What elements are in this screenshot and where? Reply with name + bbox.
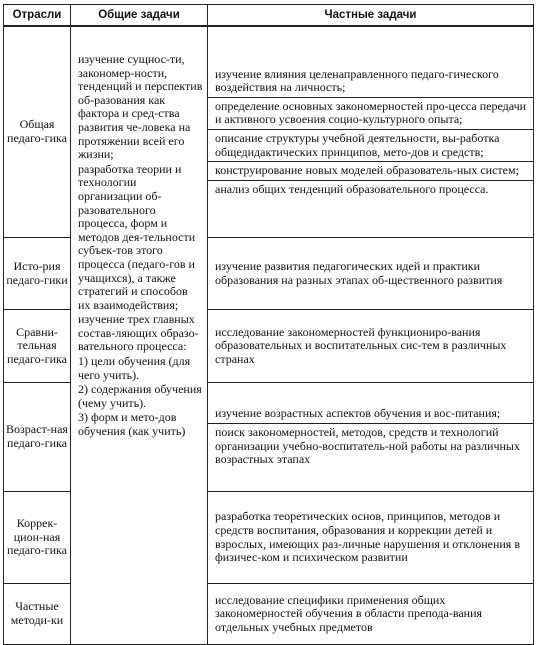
task-divider	[208, 97, 533, 98]
task-divider	[208, 161, 533, 162]
private-task: исследование специфики применения общих закономерностей обучения в области препода-вания отдельных учебных предметов	[215, 592, 483, 634]
private-task: конструирование новых моделей образователь-ных систем;	[215, 163, 519, 178]
private-tasks-cell	[208, 238, 534, 310]
private-task: описание структуры учебной деятельности, вы-работка общедидактических принципов, мето-дов и средств;	[215, 131, 500, 159]
task-divider	[208, 129, 533, 130]
branch-cell: Исто-рия педаго-гики	[4, 238, 71, 310]
general-task: 3) форм и мето-дов обучения (как учить)	[78, 410, 186, 439]
branch-cell: Общая педаго-гика	[4, 26, 71, 238]
private-task: поиск закономерностей, методов, средств и технологий организации учебно-воспитатель-ной работы на различных возрастных этапах	[215, 424, 520, 467]
private-task: анализ общих тенденций образовательного процесса.	[215, 181, 489, 196]
general-task: изучение сущнос-ти, закономер-ности, тенденций и перспектив об-разования как фактора и сред-ства развития че-ловека на протяжении всей его жизни;	[78, 52, 203, 162]
branch-cell: Коррек-цион-ная педаго-гика	[4, 492, 71, 584]
branch-cell: Возраст-ная педаго-гика	[4, 383, 71, 492]
private-tasks-cell	[208, 383, 534, 492]
general-task: разработка теории и технологии организации об-разовательного процесса, форм и методов дея-тельности субъек-тов этого процесса (педаго-гов и учащихся), а также стратегий и способов их взаимодействия;	[78, 161, 196, 312]
table-row	[4, 26, 534, 238]
private-task: изучение влияния целенаправленного педаго-гического воздействия на личность;	[215, 66, 499, 95]
private-task: изучение развития педагогических идей и практики образования на разных этапах об-щественного развития	[215, 258, 503, 287]
header-branches: Отрасли	[4, 5, 71, 27]
header-general-tasks: Общие задачи	[71, 5, 208, 27]
branch-cell: Частные методи-ки	[4, 584, 71, 645]
private-task: разработка теоретических основ, принципов, методов и средств воспитания, образования и коррекции детей и взрослых, имеющих раз-личные нарушения и отклонения в физичес-ком и психическом развитии	[215, 509, 520, 565]
task-divider	[208, 180, 533, 181]
general-tasks-cell	[71, 26, 208, 645]
private-tasks-cell	[208, 492, 534, 584]
general-task: 2) содержания обучения (чему учить).	[78, 382, 202, 410]
task-divider	[208, 423, 533, 424]
private-tasks-cell	[208, 26, 534, 238]
private-task: изучение возрастных аспектов обучения и вос-питания;	[215, 406, 501, 421]
general-task: 1) цели обучения (для чего учить).	[78, 354, 191, 382]
table-header-row	[4, 5, 534, 27]
private-task: исследование закономерностей функциониро-вания образовательных и воспитательных сис-тем в различных странах	[215, 324, 507, 366]
private-task: определение основных закономерностей про-цесса передачи и активного усвоения социо-культурного опыта;	[215, 98, 527, 127]
general-task: изучение трех главных состав-ляющих образо-вательного процесса:	[78, 312, 199, 354]
private-tasks-cell	[208, 310, 534, 383]
branch-cell: Сравни-тельная педаго-гика	[4, 310, 71, 383]
private-tasks-cell	[208, 584, 534, 645]
pedagogy-branches-table	[3, 4, 534, 645]
header-private-tasks: Частные задачи	[208, 5, 534, 27]
